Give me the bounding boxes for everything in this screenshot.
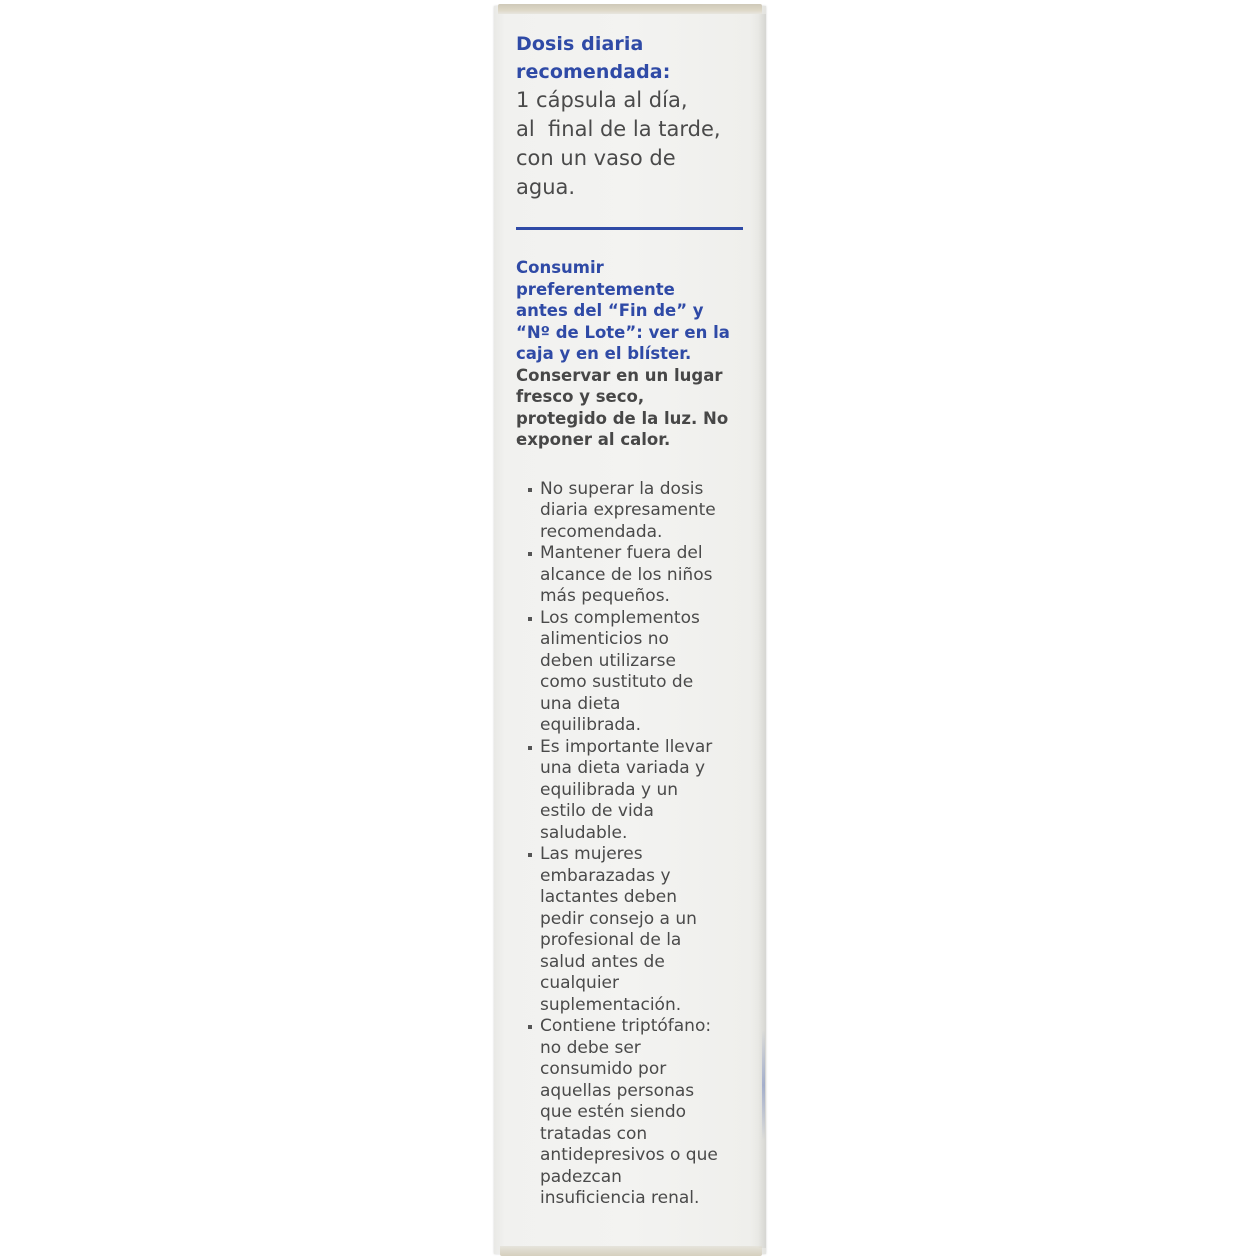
section-divider [516,227,743,230]
warning-line: tratadas con [540,1123,648,1144]
dose-line: al final de la tarde, [516,117,721,141]
dose-line: con un vaso de [516,146,676,170]
box-bottom-edge [500,1246,762,1256]
bullet-icon [528,552,532,556]
warning-line: pedir consejo a un [540,908,697,929]
warning-line: aquellas personas [540,1080,695,1101]
warning-line: profesional de la [540,930,682,950]
best-before-notice [516,257,752,365]
warning-line: alcance de los niños [540,564,713,585]
warning-line: recomendada. [540,521,663,542]
warning-line: deben utilizarse [540,650,676,671]
best-before-line: preferentemente [516,279,675,299]
storage-line: protegido de la luz. No [516,408,729,428]
warning-line: Mantener fuera del [540,543,703,563]
warning-line: estilo de vida [540,801,654,821]
warning-line: Es importante llevar [540,736,713,757]
warning-line: Las mujeres [540,844,643,864]
dose-line: agua. [516,175,576,199]
warning-line: No superar la dosis [540,478,704,499]
warning-line: equilibrada y un [540,779,679,800]
warning-line: salud antes de [540,951,665,972]
warning-item [516,543,752,608]
warning-line: equilibrada. [540,715,642,735]
warning-item [516,844,752,1016]
best-before-line: “Nº de Lote”: ver en la [516,322,730,342]
storage-notice [516,365,752,451]
warning-line: lactantes deben [540,887,678,907]
best-before-line: antes del “Fin de” y [516,301,704,320]
dose-title-line: recomendada: [516,61,671,83]
panel-text [516,30,752,1210]
dose-title-line: Dosis diaria [516,33,644,55]
warning-line: consumido por [540,1059,667,1079]
warning-line: padezcan [540,1166,622,1187]
warning-line: suplementación. [540,994,682,1015]
bullet-icon [528,853,532,857]
bullet-icon [528,746,532,750]
best-before-line: Consumir [516,258,604,277]
warning-line: Los complementos [540,607,700,628]
storage-line: exponer al calor. [516,430,671,449]
warning-line: una dieta variada y [540,758,706,778]
box-edge-print-mark [762,1030,765,1140]
dose-line: 1 cápsula al día, [516,88,688,112]
bullet-icon [528,617,532,621]
warning-line: que estén siendo [540,1102,687,1122]
warning-line: no debe ser [540,1037,641,1058]
warning-line: alimenticios no [540,629,669,649]
dose-title [516,30,752,86]
warning-line: saludable. [540,822,628,843]
bullet-icon [528,488,532,492]
warning-item [516,737,752,845]
warning-line: diaria expresamente [540,500,716,520]
warning-line: una dieta [540,693,621,714]
warning-line: más pequeños. [540,586,670,606]
dose-instructions [516,86,752,202]
box-top-edge [498,4,762,14]
warning-line: embarazadas y [540,865,671,886]
warning-line: Contiene triptófano: [540,1016,712,1036]
storage-line: fresco y seco, [516,387,645,406]
warning-line: cualquier [540,973,619,993]
warning-line: insuficiencia renal. [540,1188,700,1208]
warnings-list [516,479,752,1210]
best-before-line: caja y en el blíster. [516,344,692,363]
warning-item [516,479,752,544]
warning-item [516,1016,752,1210]
warning-line: antidepresivos o que [540,1145,718,1165]
bullet-icon [528,1025,532,1029]
warning-item [516,608,752,737]
storage-line: Conservar en un lugar [516,365,723,385]
warning-line: como sustituto de [540,672,694,692]
